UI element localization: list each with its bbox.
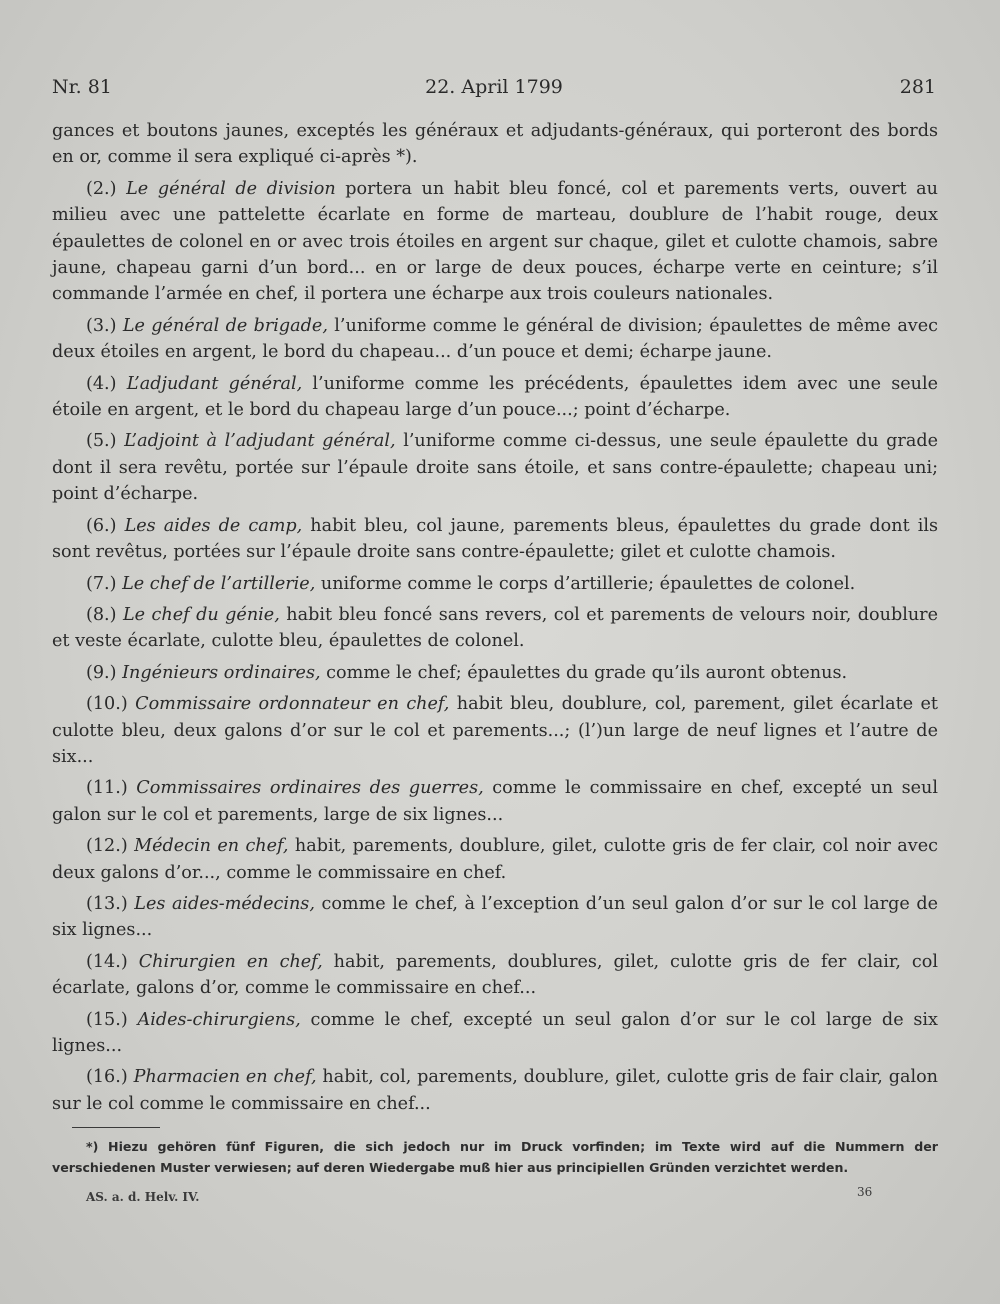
paragraph: (11.) Commissaires ordinaires des guerres, comme le commissaire en chef, excepté un seul galon sur le col et parements, large de six lignes... — [52, 778, 938, 825]
paragraph: (10.) Commissaire ordonnateur en chef, habit bleu, doublure, col, parement, gilet écarlate et culotte bleu, deux galons d’or sur le col et parements...; (l’)un large de neuf lignes et l’autre de six... — [52, 694, 938, 767]
paragraph: (4.) L’adjudant général, l’uniforme comme les précédents, épaulettes idem avec une seule étoile en argent, et le bord du chapeau large d’un pouce...; point d’écharpe. — [52, 373, 938, 421]
paragraph: (12.) Médecin en chef, habit, parements, doublure, gilet, culotte gris de fer clair, col noir avec deux galons d’or..., comme le commissaire en chef. — [52, 836, 938, 883]
signature-mark: AS. a. d. Helv. IV. — [86, 1190, 200, 1204]
paragraph: (13.) Les aides-médecins, comme le chef, à l’exception d’un seul galon d’or sur le col large de six lignes... — [52, 893, 939, 941]
paragraph: (9.) Ingénieurs ordinaires, comme le chef; épaulettes du grade qu’ils auront obtenus. — [86, 662, 848, 683]
paragraph: (15.) Aides-chirurgiens, comme le chef, excepté un seul galon d’or sur le col large de six lignes... — [52, 1009, 938, 1056]
page-header — [52, 76, 936, 106]
document-number: Nr. 81 — [52, 76, 112, 98]
signature-number: 36 — [857, 1185, 873, 1199]
paragraph: (3.) Le général de brigade, l’uniforme comme le général de division; épaulettes de même avec deux étoiles en argent, le bord du chapeau... d’un pouce et demi; écharpe jaune. — [52, 315, 939, 363]
paragraph: (2.) Le général de division portera un habit bleu foncé, col et parements verts, ouvert au milieu avec une pattelette écarlate en forme de marteau, doublure de l’habit rouge, deux épaulettes de colonel en or avec trois étoiles en argent sur chaque, gilet et culotte chamois, sabre jaune, chapeau garni d’un bord... en or large de deux pouces, écharpe verte en ceinture; s’il commande l’armée en chef, il portera une écharpe aux trois couleurs nationales. — [52, 178, 939, 305]
page-number: 281 — [899, 76, 936, 98]
paragraph: (16.) Pharmacien en chef, habit, col, parements, doublure, gilet, culotte gris de fair clair, galon sur le col comme le commissaire en chef... — [52, 1067, 938, 1114]
document-date: 22. April 1799 — [425, 76, 563, 98]
paragraph: (5.) L’adjoint à l’adjudant général, l’uniforme comme ci-dessus, une seule épaulette du grade dont il sera revêtu, portée sur l’épaule droite sans étoile, et sans contre-épaulette; chapeau uni; point d’écharpe. — [52, 431, 939, 505]
paragraph: (6.) Les aides de camp, habit bleu, col jaune, parements bleus, épaulettes du grade dont ils sont revêtus, portées sur l’épaule droite sans contre-épaulette; gilet et culotte chamois. — [52, 515, 938, 563]
paragraph: (8.) Le chef du génie, habit bleu foncé sans revers, col et parements de velours noir, doublure et veste écarlate, culotte bleu, épaulettes de colonel. — [52, 604, 939, 652]
paragraph: (14.) Chirurgien en chef, habit, parements, doublures, gilet, culotte gris de fer clair, col écarlate, galons d’or, comme le commissaire en chef... — [52, 951, 938, 999]
body-text — [52, 118, 938, 1122]
paragraph: (7.) Le chef de l’artillerie, uniforme comme le corps d’artillerie; épaulettes de colonel. — [86, 573, 856, 594]
paragraph: gances et boutons jaunes, exceptés les généraux et adjudants-généraux, qui porteront des bords en or, comme il sera expliqué ci-après *). — [52, 121, 938, 168]
footnote: *) Hiezu gehören fünf Figuren, die sich jedoch nur im Druck vorfinden; im Texte wird auf die Nummern der verschiedenen Muster verwiesen; auf deren Wiedergabe muß hier aus principiellen Gründen verzichtet werden. — [52, 1139, 938, 1175]
footnote-divider — [72, 1127, 160, 1128]
